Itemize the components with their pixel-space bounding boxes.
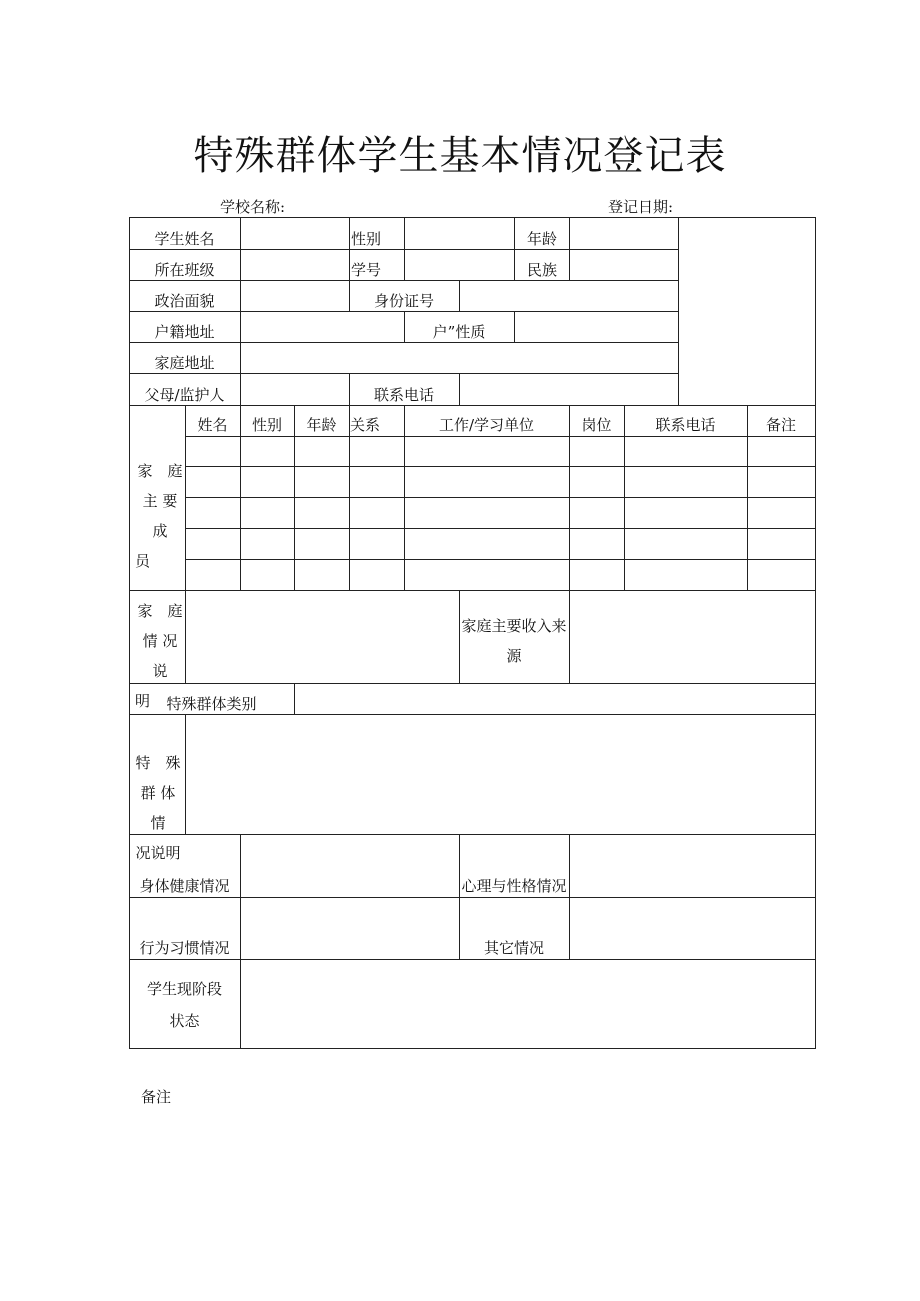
grid-line <box>129 897 816 898</box>
grid-line <box>349 217 350 281</box>
grid-line <box>185 466 816 467</box>
label-line: 家 庭 <box>137 602 183 620</box>
label-household-address: 户籍地址 <box>154 323 215 341</box>
label-line: 状态 <box>169 1012 200 1030</box>
photo-cell-border <box>678 217 679 406</box>
register-date-label: 登记日期: <box>608 198 674 216</box>
grid-line <box>404 217 405 281</box>
grid-line <box>459 373 460 406</box>
table-border-top <box>129 217 816 218</box>
label-other: 其它情况 <box>483 939 544 957</box>
grid-line <box>294 683 295 715</box>
grid-line <box>514 217 515 281</box>
label-family-members <box>135 456 185 576</box>
label-line: 学生现阶段 <box>146 980 222 998</box>
col-header-relation: 关系 <box>350 416 381 434</box>
table-border-bottom <box>129 1048 816 1049</box>
label-class: 所在班级 <box>154 261 215 279</box>
grid-line <box>185 714 186 835</box>
label-income-source <box>459 611 569 671</box>
grid-line <box>129 373 678 374</box>
footer-note-label: 备注 <box>141 1088 172 1106</box>
grid-line <box>185 559 816 560</box>
label-age: 年龄 <box>527 230 558 248</box>
label-line: 源 <box>506 647 522 665</box>
grid-line <box>129 714 816 715</box>
table-border-right <box>815 217 816 1049</box>
col-header-phone: 联系电话 <box>655 416 716 434</box>
grid-line <box>185 590 186 684</box>
grid-line <box>569 217 570 281</box>
label-line: 明 <box>135 692 151 710</box>
label-student-name: 学生姓名 <box>154 230 215 248</box>
grid-line <box>569 590 570 684</box>
label-gender: 性别 <box>351 230 382 248</box>
label-line: 员 <box>135 552 151 570</box>
grid-line <box>569 834 570 960</box>
grid-line <box>129 590 816 591</box>
grid-line <box>240 217 241 406</box>
grid-line <box>129 405 816 406</box>
label-line: 主 要 成 <box>142 492 178 540</box>
label-guardian: 父母/监护人 <box>144 386 225 404</box>
label-behavior: 行为习惯情况 <box>139 939 230 957</box>
grid-line <box>129 959 816 960</box>
grid-line <box>185 436 816 437</box>
grid-line <box>459 280 460 312</box>
label-line: 情 况 说 <box>142 632 178 680</box>
col-header-remarks: 备注 <box>765 416 796 434</box>
grid-line <box>129 834 816 835</box>
label-line: 家 庭 <box>137 462 183 480</box>
label-contact-phone: 联系电话 <box>373 386 434 404</box>
school-name-label: 学校名称: <box>220 198 286 216</box>
grid-line <box>185 528 816 529</box>
grid-line <box>514 311 515 343</box>
label-student-id: 学号 <box>351 261 382 279</box>
label-home-address: 家庭地址 <box>154 354 215 372</box>
label-line: 家庭主要收入来 <box>461 617 567 635</box>
label-special-situation <box>131 748 185 868</box>
col-header-gender: 性别 <box>251 416 282 434</box>
grid-line <box>185 497 816 498</box>
grid-line <box>240 834 241 1049</box>
label-special-category: 特殊群体类别 <box>166 695 257 713</box>
col-header-name: 姓名 <box>197 416 228 434</box>
label-id-number: 身份证号 <box>373 292 434 310</box>
col-header-position: 岗位 <box>581 416 612 434</box>
page-title: 特殊群体学生基本情况登记表 <box>193 133 727 179</box>
label-physical-health: 身体健康情况 <box>139 877 230 895</box>
label-ethnicity: 民族 <box>527 261 558 279</box>
label-line: 况说明 <box>135 844 181 862</box>
label-current-stage <box>129 973 240 1037</box>
col-header-age: 年龄 <box>306 416 337 434</box>
label-line: 特 殊 <box>135 754 181 772</box>
label-psychology: 心理与性格情况 <box>461 877 567 895</box>
label-household-type: 户”性质 <box>432 323 486 341</box>
col-header-workplace: 工作/学习单位 <box>438 416 535 434</box>
grid-line <box>129 683 816 684</box>
label-political-status: 政治面貌 <box>154 292 215 310</box>
label-line: 群 体 情 <box>140 784 176 832</box>
